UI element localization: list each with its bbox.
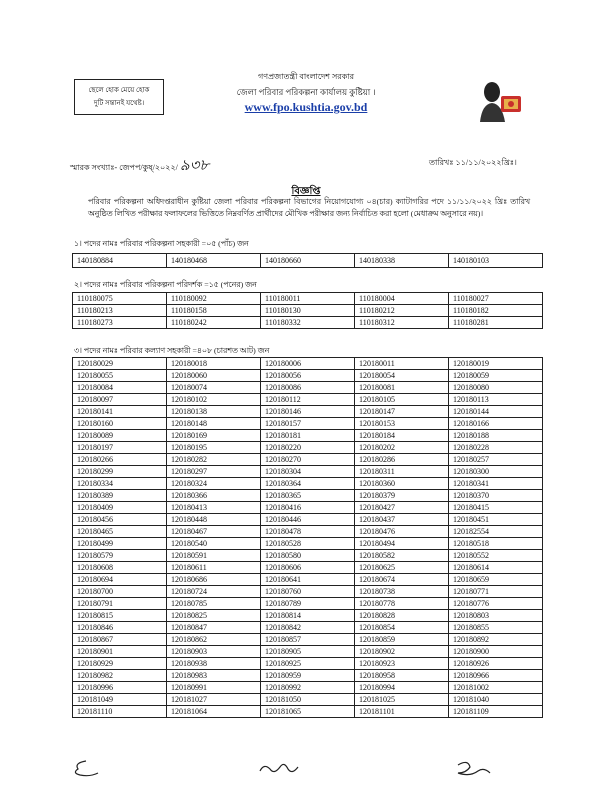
roll-cell: 120180427 (355, 502, 449, 514)
roll-cell: 120180181 (261, 430, 355, 442)
roll-cell: 120180938 (167, 658, 261, 670)
roll-cell: 120180842 (261, 622, 355, 634)
roll-cell: 120180738 (355, 586, 449, 598)
roll-cell: 120181109 (449, 706, 543, 718)
government-name: গণপ্রজাতন্ত্রী বাংলাদেশ সরকার (257, 72, 355, 81)
roll-cell: 120180389 (73, 490, 167, 502)
roll-cell: 120180494 (355, 538, 449, 550)
table-row (73, 622, 543, 634)
roll-cell: 120181101 (355, 706, 449, 718)
roll-cell: 120180776 (449, 598, 543, 610)
roll-cell: 120180959 (261, 670, 355, 682)
roll-cell: 120180081 (355, 382, 449, 394)
roll-cell: 120180902 (355, 646, 449, 658)
roll-cell: 120180552 (449, 550, 543, 562)
roll-cell: 120180467 (167, 526, 261, 538)
roll-cell: 120181065 (261, 706, 355, 718)
roll-cell: 120180641 (261, 574, 355, 586)
table-row (73, 490, 543, 502)
roll-cell: 120180446 (261, 514, 355, 526)
roll-cell: 120180097 (73, 394, 167, 406)
roll-cell: 120180528 (261, 538, 355, 550)
roll-cell: 120180905 (261, 646, 355, 658)
roll-cell: 120180771 (449, 586, 543, 598)
roll-cell: 120180018 (167, 358, 261, 370)
roll-cell: 110180092 (167, 293, 261, 305)
roll-cell: 120180700 (73, 586, 167, 598)
roll-cell: 120180366 (167, 490, 261, 502)
roll-cell: 120180270 (261, 454, 355, 466)
roll-cell: 120180160 (73, 418, 167, 430)
roll-cell: 120180862 (167, 634, 261, 646)
table-row (73, 634, 543, 646)
roll-cell: 120180892 (449, 634, 543, 646)
roll-cell: 120180146 (261, 406, 355, 418)
roll-cell: 120181064 (167, 706, 261, 718)
roll-cell: 120180157 (261, 418, 355, 430)
table-row (73, 418, 543, 430)
slogan-line-1: ছেলে হোক মেয়ে হোক (88, 86, 150, 94)
memo-date: তারিখঃ ১১/১১/২০২২খ্রিঃ। (429, 158, 517, 167)
roll-cell: 120180147 (355, 406, 449, 418)
table-row (73, 586, 543, 598)
roll-cell: 110180242 (167, 317, 261, 329)
roll-cell: 120180591 (167, 550, 261, 562)
roll-cell: 120180900 (449, 646, 543, 658)
roll-cell: 120180202 (355, 442, 449, 454)
table-row (73, 394, 543, 406)
roll-cell: 120180220 (261, 442, 355, 454)
section-title-1: ১। পদের নামঃ পরিবার পরিকল্পনা সহকারী =০৫ (পাঁচ) জন (74, 239, 249, 248)
roll-cell: 120180019 (449, 358, 543, 370)
roll-cell: 120180694 (73, 574, 167, 586)
roll-cell: 140180660 (261, 254, 355, 268)
roll-cell: 120180476 (355, 526, 449, 538)
roll-cell: 120180448 (167, 514, 261, 526)
table-row (73, 598, 543, 610)
roll-cell: 120181040 (449, 694, 543, 706)
memo-label: স্মারক সংখ্যাঃ- জেপপ/কুষ্/২০২২/ (70, 163, 178, 172)
roll-cell: 120180686 (167, 574, 261, 586)
roll-cell: 120180582 (355, 550, 449, 562)
roll-cell: 120180789 (261, 598, 355, 610)
table-row (73, 646, 543, 658)
roll-cell: 120180451 (449, 514, 543, 526)
table-row (73, 538, 543, 550)
roll-cell: 120180102 (167, 394, 261, 406)
table-row (73, 358, 543, 370)
roll-cell: 120180674 (355, 574, 449, 586)
roll-cell: 120180112 (261, 394, 355, 406)
roll-cell: 110180312 (355, 317, 449, 329)
roll-cell: 120180257 (449, 454, 543, 466)
roll-cell: 140180468 (167, 254, 261, 268)
roll-cell: 120180846 (73, 622, 167, 634)
table-row (73, 406, 543, 418)
roll-cell: 120180006 (261, 358, 355, 370)
roll-cell: 120181027 (167, 694, 261, 706)
roll-cell: 120180416 (261, 502, 355, 514)
roll-cell: 120180286 (355, 454, 449, 466)
roll-cell: 120180815 (73, 610, 167, 622)
roll-cell: 110180213 (73, 305, 167, 317)
table-row (73, 574, 543, 586)
memo-number: ৯৩৮ (179, 156, 210, 174)
table-row (73, 305, 543, 317)
roll-cell: 120180854 (355, 622, 449, 634)
table-row (73, 694, 543, 706)
roll-cell: 120180659 (449, 574, 543, 586)
roll-cell: 120180011 (355, 358, 449, 370)
section-title-2: ২। পদের নামঃ পরিবার পরিকল্পনা পরিদর্শক =১৫ (পনের) জন (74, 280, 257, 289)
roll-cell: 120180437 (355, 514, 449, 526)
roll-cell: 120180080 (449, 382, 543, 394)
roll-cell: 120180966 (449, 670, 543, 682)
roll-cell: 120180825 (167, 610, 261, 622)
roll-cell: 140180103 (449, 254, 543, 268)
roll-cell: 120181002 (449, 682, 543, 694)
roll-cell: 120181050 (261, 694, 355, 706)
roll-cell: 120180992 (261, 682, 355, 694)
roll-cell: 110180332 (261, 317, 355, 329)
roll-cell: 120180056 (261, 370, 355, 382)
roll-cell: 120180324 (167, 478, 261, 490)
roll-cell: 120180105 (355, 394, 449, 406)
table-row (73, 430, 543, 442)
table-row (73, 658, 543, 670)
roll-table-2 (72, 292, 543, 329)
roll-cell: 120180958 (355, 670, 449, 682)
roll-cell: 120180828 (355, 610, 449, 622)
table-row (73, 382, 543, 394)
roll-cell: 120180859 (355, 634, 449, 646)
signature-left (68, 755, 108, 781)
roll-cell: 120180166 (449, 418, 543, 430)
roll-cell: 120180983 (167, 670, 261, 682)
roll-cell: 110180281 (449, 317, 543, 329)
roll-cell: 110180004 (355, 293, 449, 305)
roll-cell: 120180413 (167, 502, 261, 514)
roll-cell: 120180144 (449, 406, 543, 418)
slogan-line-2: দুটি সন্তানই যথেষ্ট। (93, 99, 145, 107)
roll-cell: 120180300 (449, 466, 543, 478)
roll-cell: 120180857 (261, 634, 355, 646)
roll-cell: 120180409 (73, 502, 167, 514)
roll-cell: 120180929 (73, 658, 167, 670)
table-row (73, 514, 543, 526)
roll-cell: 120182554 (449, 526, 543, 538)
table-row (73, 526, 543, 538)
roll-cell: 120180141 (73, 406, 167, 418)
roll-cell: 120181110 (73, 706, 167, 718)
roll-cell: 110180130 (261, 305, 355, 317)
roll-cell: 120180855 (449, 622, 543, 634)
roll-cell: 120180060 (167, 370, 261, 382)
roll-table-3 (72, 357, 543, 718)
roll-cell: 110180182 (449, 305, 543, 317)
roll-cell: 120180625 (355, 562, 449, 574)
roll-cell: 120180518 (449, 538, 543, 550)
roll-cell: 120180379 (355, 490, 449, 502)
roll-cell: 140180884 (73, 254, 167, 268)
signature-middle (254, 755, 304, 781)
roll-cell: 120180169 (167, 430, 261, 442)
roll-cell: 120180029 (73, 358, 167, 370)
roll-cell: 120180785 (167, 598, 261, 610)
roll-cell: 120180901 (73, 646, 167, 658)
roll-cell: 120180297 (167, 466, 261, 478)
roll-cell: 120180364 (261, 478, 355, 490)
roll-table-1 (72, 253, 543, 268)
roll-cell: 120180086 (261, 382, 355, 394)
roll-cell: 120180847 (167, 622, 261, 634)
roll-cell: 120180188 (449, 430, 543, 442)
roll-cell: 120180334 (73, 478, 167, 490)
roll-cell: 120180606 (261, 562, 355, 574)
roll-cell: 120180089 (73, 430, 167, 442)
roll-cell: 120180724 (167, 586, 261, 598)
roll-cell: 110180075 (73, 293, 167, 305)
table-row (73, 610, 543, 622)
roll-cell: 120180195 (167, 442, 261, 454)
table-row (73, 550, 543, 562)
roll-cell: 120180138 (167, 406, 261, 418)
table-row (73, 562, 543, 574)
roll-cell: 120180903 (167, 646, 261, 658)
roll-cell: 120180282 (167, 454, 261, 466)
signature-right (450, 755, 496, 781)
roll-cell: 120180760 (261, 586, 355, 598)
roll-cell: 120180084 (73, 382, 167, 394)
office-name: জেলা পরিবার পরিকল্পনা কার্যালয় কুষ্টিয়া । (236, 87, 376, 97)
roll-cell: 120180867 (73, 634, 167, 646)
roll-cell: 120180365 (261, 490, 355, 502)
table-row (73, 293, 543, 305)
roll-cell: 120180579 (73, 550, 167, 562)
roll-cell: 110180011 (261, 293, 355, 305)
table-row (73, 670, 543, 682)
roll-cell: 120180926 (449, 658, 543, 670)
roll-cell: 120180074 (167, 382, 261, 394)
roll-cell: 120180923 (355, 658, 449, 670)
table-row (73, 706, 543, 718)
table-row (73, 454, 543, 466)
roll-cell: 110180027 (449, 293, 543, 305)
roll-cell: 140180338 (355, 254, 449, 268)
roll-cell: 120180184 (355, 430, 449, 442)
roll-cell: 120180982 (73, 670, 167, 682)
roll-cell: 120180611 (167, 562, 261, 574)
table-row (73, 466, 543, 478)
roll-cell: 120180580 (261, 550, 355, 562)
portrait-logo-icon (474, 76, 524, 124)
memo-line (70, 154, 209, 179)
roll-cell: 120180304 (261, 466, 355, 478)
table-row (73, 254, 543, 268)
roll-cell: 120180266 (73, 454, 167, 466)
roll-cell: 120180197 (73, 442, 167, 454)
roll-cell: 120181049 (73, 694, 167, 706)
roll-cell: 120180370 (449, 490, 543, 502)
roll-cell: 120180456 (73, 514, 167, 526)
roll-cell: 120180803 (449, 610, 543, 622)
roll-cell: 120180153 (355, 418, 449, 430)
roll-cell: 120180925 (261, 658, 355, 670)
notice-title: বিজ্ঞপ্তি (291, 186, 321, 197)
roll-cell: 120180054 (355, 370, 449, 382)
roll-cell: 110180158 (167, 305, 261, 317)
roll-cell: 120180059 (449, 370, 543, 382)
table-row (73, 682, 543, 694)
notice-body: পরিবার পরিকল্পনা অধিদপ্তরাধীন কুষ্টিয়া জেলা পরিবার পরিকল্পনা বিভাগের নিয়োগযোগ্য ০৪(চার) ক্যাটাগরির পদে ১১/১১/২০২২ খ্রিঃ তারিখ অনুষ্ঠিত লিখিত পরীক্ষার ফলাফলের ভিত্তিতে নিম্নবর্ণিত প্রার্থীদের মৌখিক পরীক্ষার জন্য নির্বাচিত করা হলো (মেধাক্রম অনুসারে নয়)। (88, 197, 530, 218)
roll-cell: 120180311 (355, 466, 449, 478)
roll-cell: 120180465 (73, 526, 167, 538)
roll-cell: 110180273 (73, 317, 167, 329)
roll-cell: 120180814 (261, 610, 355, 622)
roll-cell: 120180113 (449, 394, 543, 406)
roll-cell: 110180212 (355, 305, 449, 317)
roll-cell: 120181025 (355, 694, 449, 706)
roll-cell: 120180996 (73, 682, 167, 694)
roll-table-2-body (73, 293, 543, 329)
roll-table-3-body (73, 358, 543, 718)
roll-cell: 120180991 (167, 682, 261, 694)
table-row (73, 370, 543, 382)
table-row (73, 442, 543, 454)
roll-cell: 120180614 (449, 562, 543, 574)
section-title-3: ৩। পদের নামঃ পরিবার কল্যাণ সহকারী =৪০৮ (চারশত আট) জন (74, 346, 270, 355)
roll-cell: 120180341 (449, 478, 543, 490)
roll-cell: 120180299 (73, 466, 167, 478)
website-link[interactable]: www.fpo.kushtia.gov.bd (244, 100, 368, 114)
roll-cell: 120180608 (73, 562, 167, 574)
roll-cell: 120180228 (449, 442, 543, 454)
roll-cell: 120180540 (167, 538, 261, 550)
roll-cell: 120180499 (73, 538, 167, 550)
roll-cell: 120180778 (355, 598, 449, 610)
table-row (73, 478, 543, 490)
roll-cell: 120180360 (355, 478, 449, 490)
roll-cell: 120180994 (355, 682, 449, 694)
roll-cell: 120180148 (167, 418, 261, 430)
table-row (73, 502, 543, 514)
roll-cell: 120180791 (73, 598, 167, 610)
table-row (73, 317, 543, 329)
roll-cell: 120180055 (73, 370, 167, 382)
roll-cell: 120180415 (449, 502, 543, 514)
roll-cell: 120180478 (261, 526, 355, 538)
